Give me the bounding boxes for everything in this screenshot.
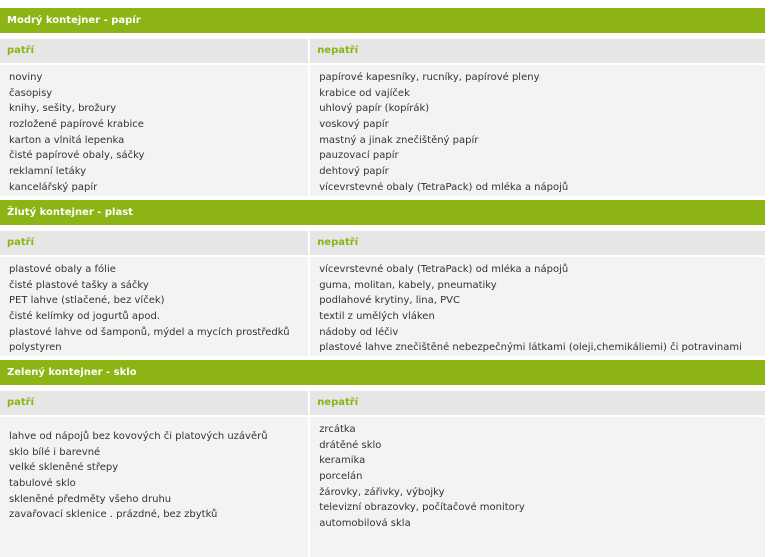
list-item: mastný a jinak znečištěný papír <box>319 134 479 146</box>
belongs-header: patří <box>0 39 308 63</box>
list-item: polystyren <box>9 342 62 354</box>
section-title: Zelený kontejner - sklo <box>0 360 765 385</box>
section-paper <box>0 8 765 196</box>
not-belongs-column <box>310 231 765 356</box>
not-belongs-header: nepatří <box>310 231 765 255</box>
not-belongs-column <box>310 39 765 196</box>
list-item: podlahové krytiny, lina, PVC <box>319 295 460 307</box>
list-item: vícevrstevné obaly (TetraPack) od mléka a nápojů <box>319 181 569 193</box>
belongs-column <box>0 231 308 356</box>
belongs-header: patří <box>0 391 308 415</box>
list-item: keramika <box>319 455 366 467</box>
list-item: nádoby od léčiv <box>319 326 399 338</box>
list-item: velké skleněné střepy <box>9 462 119 474</box>
list-item: čisté papírové obaly, sáčky <box>9 150 145 162</box>
list-item: televizní obrazovky, počítačové monitory <box>319 502 525 514</box>
belongs-header: patří <box>0 231 308 255</box>
not-belongs-header: nepatří <box>310 391 765 415</box>
not-belongs-column <box>310 391 765 557</box>
list-item: plastové obaly a fólie <box>9 264 116 275</box>
list-item: zrcátka <box>319 424 356 435</box>
list-item: dehtový papír <box>319 166 389 178</box>
list-item: rozložené papírové krabice <box>9 119 144 131</box>
list-item: čisté plastové tašky a sáčky <box>9 279 149 291</box>
list-item: porcelán <box>319 471 363 483</box>
belongs-column <box>0 391 308 557</box>
section-glass <box>0 360 765 557</box>
list-item: skleněné předměty všeho druhu <box>9 493 172 505</box>
list-item: noviny <box>9 72 43 83</box>
list-item: lahve od nápojů bez kovových či platových uzávěrů <box>9 431 268 442</box>
list-item: reklamní letáky <box>9 166 87 178</box>
list-item: pauzovací papír <box>319 150 399 162</box>
list-item: sklo bílé i barevné <box>9 446 101 458</box>
list-item: plastové lahve od šamponů, mýdel a mycích prostředků <box>9 326 290 338</box>
list-item: voskový papír <box>319 119 389 131</box>
belongs-column <box>0 39 308 196</box>
list-item: kancelářský papír <box>9 181 98 193</box>
list-item: karton a vlnitá lepenka <box>9 134 125 146</box>
section-title: Modrý kontejner - papír <box>0 8 765 33</box>
list-item: zavařovací sklenice . prázdné, bez zbytků <box>9 509 218 521</box>
section-title: Žlutý kontejner - plast <box>0 200 765 225</box>
list-item: vícevrstevné obaly (TetraPack) od mléka a nápojů <box>319 264 569 275</box>
not-belongs-header: nepatří <box>310 39 765 63</box>
list-item: knihy, sešity, brožury <box>9 103 117 115</box>
list-item: tabulové sklo <box>9 478 76 490</box>
list-item: čisté kelímky od jogurtů apod. <box>9 311 161 323</box>
section-plastic <box>0 200 765 356</box>
list-item: žárovky, zářivky, výbojky <box>319 486 445 498</box>
list-item: PET lahve (stlačené, bez víček) <box>9 295 165 307</box>
list-item: textil z umělých vláken <box>319 311 435 323</box>
list-item: papírové kapesníky, rucníky, papírové pleny <box>319 72 540 83</box>
list-item: guma, molitan, kabely, pneumatiky <box>319 279 497 291</box>
list-item: uhlový papír (kopírák) <box>319 103 430 115</box>
list-item: časopisy <box>9 87 53 99</box>
list-item: plastové lahve znečištěné nebezpečnými látkami (oleji,chemikáliemi) či potravinami <box>319 342 742 354</box>
list-item: krabice od vajíček <box>319 87 410 99</box>
list-item: automobilová skla <box>319 518 411 530</box>
list-item: drátěné sklo <box>319 439 382 451</box>
